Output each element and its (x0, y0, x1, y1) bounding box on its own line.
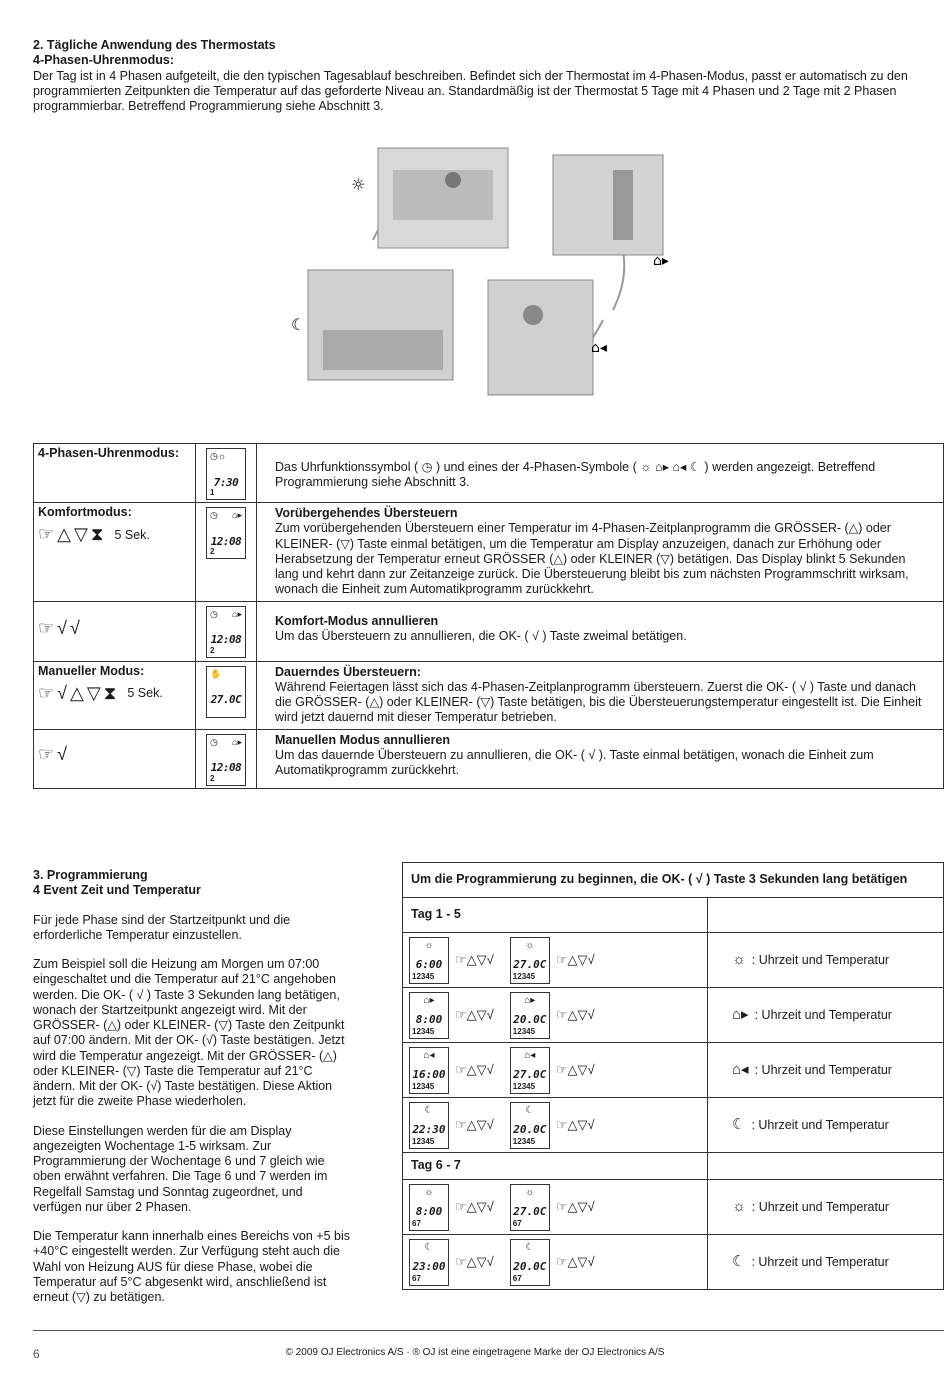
group-label: Tag 1 - 5 (403, 898, 708, 933)
lcd-days: 12345 (512, 1136, 536, 1146)
row-desc: Zum vorübergehenden Übersteuern einer Temperatur im 4-Phasen-Zeitplanprogramm die GRÖSSER- (△) oder KLEINER- (▽) Taste einmal betätigen, um die Temperatur am Display anzuzeigen, danach zur Erhöhung oder Herabsetzung der Temperatur erneut GRÖSSER (△) oder KLEINER (▽) betätigen. Das Display blinkt 5 Sekunden lang und kehrt dann zur Zeitanzeige zurück. Die Übersteuerung bleibt bis zum nächsten Programmschritt wirksam, wonach die Einheit zum Automatikprogramm zurückkehrt. (275, 521, 909, 597)
ok-icon: √ (70, 617, 80, 638)
paragraph: Zum Beispiel soll die Heizung am Morgen um 07:00 eingeschaltet und die Temperatur auf 21°C angehoben werden. Die OK- ( √ ) Taste 3 Sekunden lang betätigen, wonach der Startzeitpunkt angezeigt wird. Mit der GRÖSSER- (△) oder KLEINER- (▽) Taste den Zeitpunkt auf 07:00 ändern. Mit der OK- (√) Taste bestätigen. Jetzt wird die Temperatur angezeigt. Mit der GRÖSSER- (△) oder KLEINER- (▽) Taste die Temperatur auf 21°C ändern. Mit der OK- (√) Taste bestätigen. Diese Aktion jetzt für die zweite Phase wiederholen. (33, 957, 345, 1109)
hand-icon: ☞ (38, 617, 55, 638)
hand-icon: ☞ (38, 524, 55, 545)
mode-table (33, 443, 944, 789)
table-row: ⌂◂ 16:00 12345 ☞△▽√ ⌂◂ 27.0C 12345 ☞△▽√ ⌂◂ : Uhrzeit und Temperatur (403, 1043, 944, 1098)
ok-icon: √ (57, 617, 68, 638)
section-heading: 2. Tägliche Anwendung des Thermostats (33, 38, 276, 52)
ok-icon: √ (57, 743, 68, 764)
lcd-display: ◷ ⌂▸ 12:08 2 (206, 507, 246, 559)
key-sequence: ☞△▽√ (455, 1199, 494, 1215)
table-row: ☼ 8:00 67 ☞△▽√ ☼ 27.0C 67 ☞△▽√ ☼ : Uhrzeit und Temperatur (403, 1180, 944, 1235)
key-sequence: ☞△▽√ (555, 1007, 595, 1023)
lcd-time: 16:00 (412, 1067, 446, 1081)
paragraph: Diese Einstellungen werden für die am Display angezeigten Wochentage 1-5 wirksam. Zur Programmierung der Wochentage 6 und 7 gleich wie oben erwähnt verfahren. Die Tage 6 und 7 werden im Regelfall Samstag und Sonntag zugeordnet, und verfügen nur über 2 Phasen. (33, 1123, 328, 1214)
lcd-days: 67 (512, 1218, 522, 1228)
phase-icon: ⌂◂ (732, 1060, 749, 1078)
clock-icon: ◷☼ (210, 451, 227, 461)
lcd-temp: 20.0C (513, 1122, 547, 1136)
page-number: 6 (33, 1347, 40, 1361)
row-title: Komfort-Modus annullieren (275, 613, 439, 628)
lcd-days: 67 (412, 1218, 421, 1228)
lcd-temp: 20.0C (513, 1259, 547, 1273)
phase-icon: ☾ (732, 1252, 746, 1270)
lcd-display (510, 937, 550, 984)
down-icon: ▽ (86, 682, 101, 703)
mode-label: 4-Phasen-Uhrenmodus: (34, 444, 196, 503)
section-subheading: 4-Phasen-Uhrenmodus: (33, 53, 174, 68)
row-desc: Während Feiertagen lässt sich das 4-Phasen-Zeitplanprogramm übersteuern. Zuerst die OK- ( √ ) Taste und danach die GRÖSSER- (△) oder KLEINER- (▽) Taste betätigen, bis die Übersteuerungstemperatur eingestellt ist. Die Einheit wird jetzt dauernd mit dieser Temperatur betrieben. (275, 679, 922, 725)
section-body: Der Tag ist in 4 Phasen aufgeteilt, die den typischen Tagesablauf beschreiben. Befindet sich der Thermostat im 4-Phasen-Modus, passt er automatisch zu den programmierten Zeitpunkten die Temperatur auf das geforderte Niveau an. Standardmäßig ist der Thermostat 5 Tage mit 4 Phasen und 2 Tage mit 2 Phasen programmierbar. Betreffend Programmierung siehe Abschnitt 3. (33, 68, 908, 113)
lcd-time: 22:30 (412, 1122, 446, 1136)
hand-icon: ☞ (38, 682, 55, 703)
table-row: ☾ 22:30 12345 ☞△▽√ ☾ 20.0C 12345 ☞△▽√ ☾ : Uhrzeit und Temperatur (403, 1098, 944, 1153)
phase-label: Uhrzeit und Temperatur (758, 1199, 890, 1214)
night-scene (308, 270, 453, 380)
phase-icon: ⌂◂ (524, 1049, 536, 1061)
lcd-days: 12345 (512, 1026, 536, 1036)
lcd-days: 12345 (412, 1136, 435, 1146)
lcd-days: 67 (512, 1273, 522, 1283)
clock-icon: ◷ (210, 510, 218, 520)
moon-icon: ☾ (291, 315, 306, 334)
lcd-time: 6:00 (415, 957, 443, 971)
phase-icon: ☼ (424, 939, 434, 951)
phase-icon: ☼ (732, 950, 746, 968)
lcd-display (510, 1184, 550, 1231)
house-arrive-icon: ⌂▸ (232, 510, 242, 520)
key-sequence: ☞△▽√ (455, 1117, 494, 1133)
phase-label: Uhrzeit und Temperatur (761, 1007, 892, 1022)
prog-header: Um die Programmierung zu beginnen, die OK- ( √ ) Taste 3 Sekunden lang betätigen (403, 863, 944, 898)
lcd-days: 12345 (412, 1026, 435, 1036)
lcd-display: ◷☼ 7:30 1 (206, 448, 246, 500)
mode-label: Komfortmodus: (38, 505, 132, 519)
group-label: Tag 6 - 7 (403, 1153, 708, 1180)
key-sequence: ☞△▽√ (555, 1117, 595, 1133)
morning-scene (378, 148, 508, 248)
hourglass-icon: ⧗ (90, 524, 104, 545)
key-sequence: ☞△▽√ (455, 1007, 494, 1023)
phase-icon: ☾ (525, 1241, 535, 1253)
clock-icon: ◷ (210, 608, 218, 619)
paragraph: Die Temperatur kann innerhalb eines Bereichs von +5 bis +40°C eingestellt werden. Zur Verfügung steht auch die Wahl von Heizung AUS für diese Phase, wobei die Temperatur auf 5°C abgesenkt wird, anschließend ist erneut (▽) zu betätigen. (33, 1229, 350, 1304)
phase-icon: ☾ (424, 1241, 434, 1253)
key-sequence: ☞△▽√ (555, 952, 595, 968)
lcd-days: 67 (412, 1273, 421, 1283)
lcd-days: 12345 (512, 1081, 536, 1091)
house-arrive-icon: ⌂▸ (232, 608, 242, 619)
lcd-time: 8:00 (415, 1204, 443, 1218)
phase-icon: ⌂▸ (732, 1005, 749, 1023)
section-2 (33, 38, 928, 114)
hand-icon: ✋ (210, 668, 222, 679)
row-desc: Das Uhrfunktionssymbol ( ◷ ) und eines der 4-Phasen-Symbole ( ☼ ⌂▸ ⌂◂ ☾ ) werden angezeigt. Betreffend Programmierung siehe Abschnitt 3. (275, 460, 876, 490)
hand-icon: ☞ (38, 743, 55, 764)
lcd-display (510, 1102, 550, 1149)
evening-scene (488, 280, 593, 395)
lcd-display: ✋ 27.0C (206, 666, 246, 718)
mode-label: Manueller Modus: (38, 663, 145, 678)
key-sequence: ☞△▽√ (455, 952, 494, 968)
key-sequence: ☞△▽√ (455, 1254, 494, 1270)
key-sequence: ☞△▽√ (555, 1199, 595, 1215)
lcd-display (409, 1047, 449, 1094)
lcd-display (409, 1184, 449, 1231)
footer-divider (33, 1330, 944, 1331)
lcd-time: 23:00 (412, 1259, 446, 1273)
programming-table (402, 862, 944, 1290)
key-sequence (38, 744, 191, 766)
key-sequence: ☞△▽√ (455, 1062, 494, 1078)
lcd-days: 12345 (412, 971, 435, 981)
table-row: ☼ 6:00 12345 ☞△▽√ ☼ 27.0C 12345 ☞△▽√ ☼ : Uhrzeit und Temperatur (403, 933, 944, 988)
lcd-time: 8:00 (415, 1012, 443, 1026)
paragraph: Für jede Phase sind der Startzeitpunkt und die erforderliche Temperatur einzustellen. (33, 912, 291, 942)
lcd-display (510, 1239, 550, 1286)
phase-icon: ☾ (732, 1115, 746, 1133)
key-sequence: ☞△▽√ (555, 1062, 595, 1078)
phase-icon: ☼ (732, 1197, 746, 1215)
day-scene (553, 155, 663, 255)
section-subheading: 4 Event Zeit und Temperatur (33, 883, 201, 898)
key-sequence: ☞ △ ▽ ⧗ 5 Sek. (38, 524, 150, 545)
house-arrive-icon: ⌂▸ (232, 736, 242, 747)
phase-label: Uhrzeit und Temperatur (758, 1254, 889, 1269)
table-row (34, 661, 944, 729)
row-title: Vorübergehendes Übersteuern (275, 506, 458, 520)
lcd-temp: 27.0C (513, 1067, 547, 1081)
copyright: © 2009 OJ Electronics A/S · ® OJ ist eine eingetragene Marke der OJ Electronics A/S (285, 1347, 665, 1358)
lcd-display (510, 992, 550, 1039)
phase-label: Uhrzeit und Temperatur (761, 1062, 892, 1077)
phase-icon: ☼ (525, 1186, 535, 1198)
phase-icon: ⌂▸ (423, 994, 435, 1006)
key-sequence (38, 618, 191, 640)
table-row (34, 444, 944, 503)
lcd-days: 12345 (512, 971, 536, 981)
key-sequence: ☞ √ △ ▽ ⧗ 5 Sek. (38, 682, 163, 703)
table-row (34, 503, 944, 602)
key-sequence: ☞△▽√ (555, 1254, 595, 1270)
house-leave-icon: ⌂◂ (591, 340, 607, 356)
up-icon: △ (57, 524, 71, 545)
sun-icon: ☼ (351, 175, 366, 194)
section-3 (33, 868, 353, 1319)
row-desc: Um das dauernde Übersteuern zu annullieren, die OK- ( √ ). Taste einmal betätigen, wonach die Einheit zum Automatikprogramm zurückkehrt. (275, 747, 874, 777)
phase-icon: ☼ (525, 939, 535, 951)
phase-icon: ⌂◂ (423, 1049, 435, 1061)
lcd-display (510, 1047, 550, 1094)
table-row: ⌂▸ 8:00 12345 ☞△▽√ ⌂▸ 20.0C 12345 ☞△▽√ ⌂▸ : Uhrzeit und Temperatur (403, 988, 944, 1043)
phase-icon: ☾ (525, 1104, 535, 1116)
table-row: ☾ 23:00 67 ☞△▽√ ☾ 20.0C 67 ☞△▽√ ☾ : Uhrzeit und Temperatur (403, 1235, 944, 1290)
lcd-display (409, 992, 449, 1039)
clock-icon: ◷ (210, 736, 218, 747)
lcd-display: ◷ ⌂▸ 12:08 2 (206, 606, 246, 658)
row-title: Dauerndes Übersteuern: (275, 664, 421, 679)
phase-icon: ☾ (424, 1104, 434, 1116)
phase-icon: ☼ (424, 1186, 434, 1198)
lcd-display (409, 1102, 449, 1149)
phase-label: Uhrzeit und Temperatur (758, 1117, 889, 1132)
up-icon: △ (70, 682, 84, 703)
house-arrive-icon: ⌂▸ (653, 253, 669, 269)
down-icon: ▽ (73, 524, 88, 545)
section-heading: 3. Programmierung (33, 868, 148, 882)
table-row (34, 729, 944, 788)
hourglass-icon: ⧗ (103, 682, 117, 703)
lcd-temp: 27.0C (513, 957, 547, 971)
lcd-temp: 20.0C (513, 1012, 547, 1026)
row-desc: Um das Übersteuern zu annullieren, die OK- ( √ ) Taste zweimal betätigen. (275, 628, 687, 643)
lcd-days: 12345 (412, 1081, 435, 1091)
row-title: Manuellen Modus annullieren (275, 732, 451, 747)
lcd-display (409, 1239, 449, 1286)
ok-icon: √ (57, 682, 68, 703)
four-phase-illustration (283, 140, 683, 410)
lcd-display: ◷ ⌂▸ 12:08 2 (206, 734, 246, 786)
table-row (34, 601, 944, 661)
phase-icon: ⌂▸ (524, 994, 536, 1006)
lcd-display (409, 937, 449, 984)
phase-label: Uhrzeit und Temperatur (758, 952, 890, 967)
lcd-temp: 27.0C (513, 1204, 547, 1218)
